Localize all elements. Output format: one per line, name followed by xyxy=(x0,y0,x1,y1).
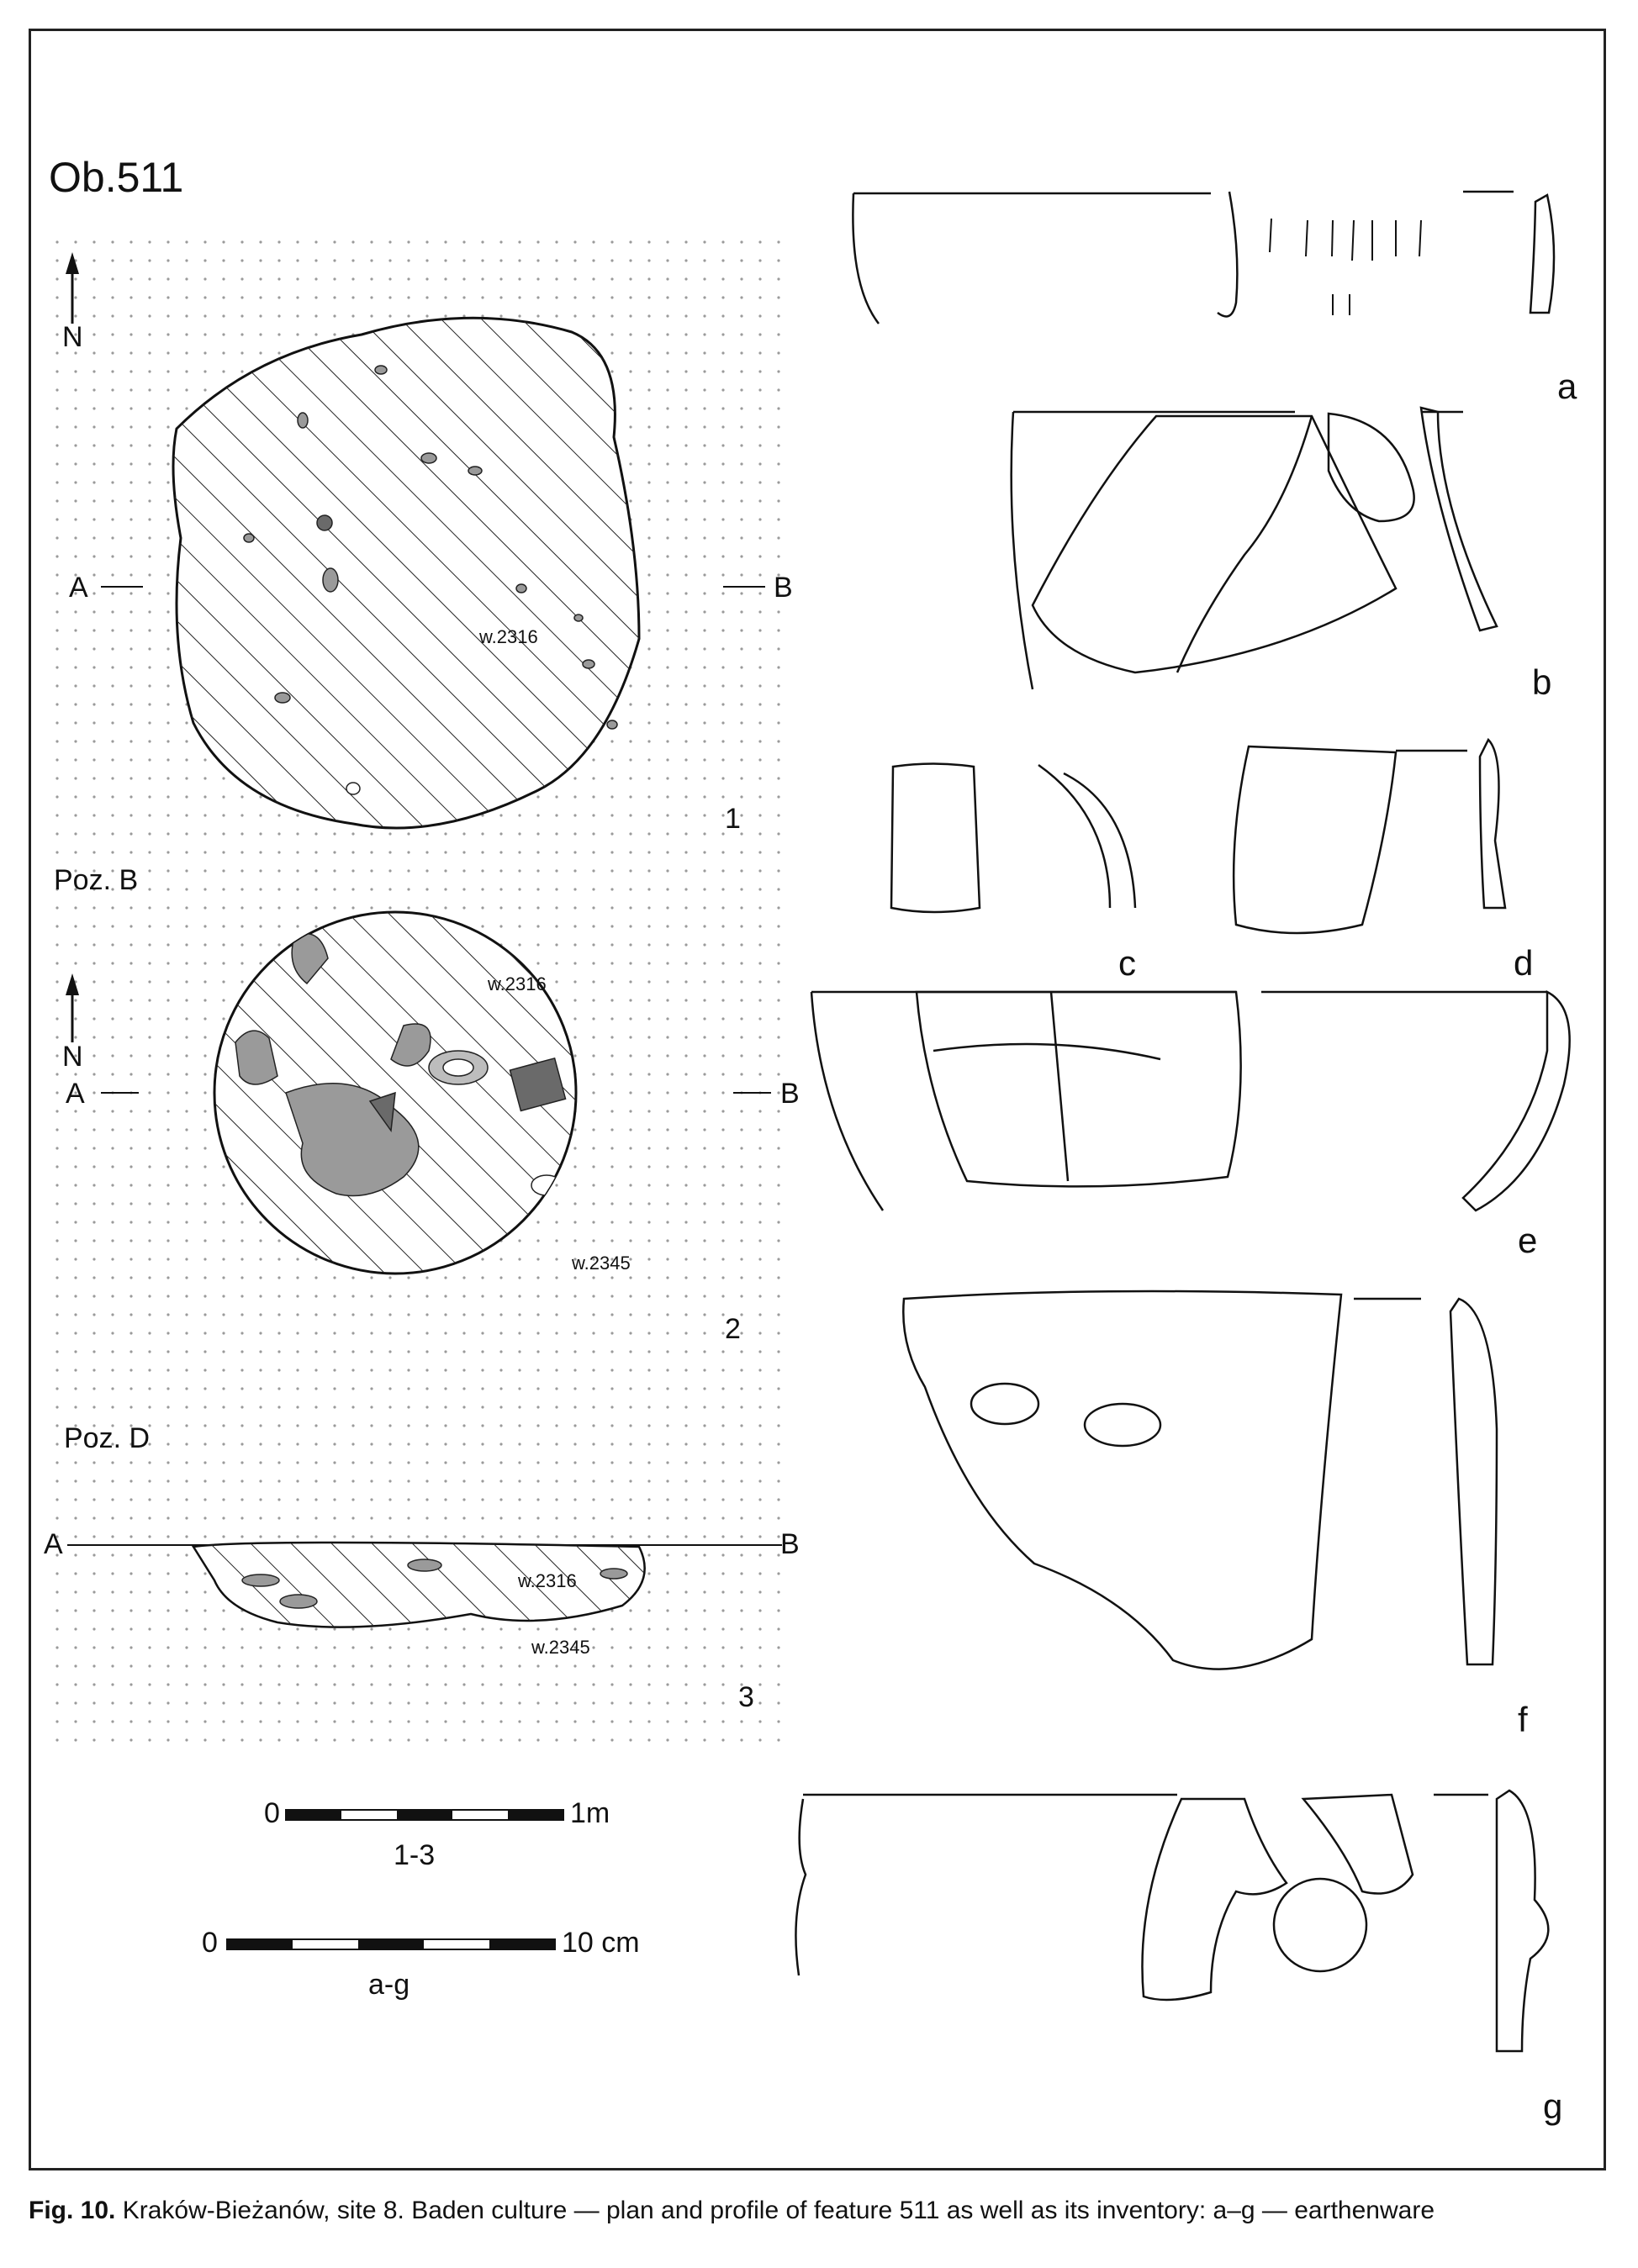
find-label-g: g xyxy=(1543,2086,1563,2126)
plan2-layer-2: w.2345 xyxy=(572,1253,631,1274)
plan2-label-b: B xyxy=(780,1078,800,1110)
sherd-d xyxy=(1234,740,1505,933)
svg-text:1m: 1m xyxy=(570,1797,610,1829)
plan1-label-a: A xyxy=(69,572,88,604)
caption-label: Fig. 10. xyxy=(29,2197,116,2224)
feature-title: Ob.511 xyxy=(49,154,184,201)
section-d-label: Poz. D xyxy=(64,1422,151,1454)
find-label-e: e xyxy=(1518,1221,1538,1260)
sherd-e xyxy=(811,992,1570,1210)
find-label-b: b xyxy=(1532,662,1552,702)
find-label-f: f xyxy=(1518,1700,1528,1739)
plan2-label-a: A xyxy=(66,1078,85,1110)
sherd-g xyxy=(795,1791,1548,2051)
scale-bar-1m xyxy=(264,1797,610,1871)
svg-text:N: N xyxy=(62,321,83,353)
sherd-c xyxy=(891,764,1135,913)
plan2-number: 2 xyxy=(725,1313,741,1345)
section-b-label: Poz. B xyxy=(54,864,139,896)
find-label-c: c xyxy=(1118,943,1136,983)
profile3-label-b: B xyxy=(780,1528,800,1560)
find-label-a: a xyxy=(1557,367,1577,406)
profile3-layer-1: w.2316 xyxy=(518,1570,577,1591)
svg-text:a-g: a-g xyxy=(368,1969,410,2001)
plan1-layer: w.2316 xyxy=(479,626,538,647)
caption-text: Kraków-Bieżanów, site 8. Baden culture — plan and profile of feature 511 as well as its inventory: a–g — earthenware xyxy=(122,2197,1435,2224)
svg-text:10 cm: 10 cm xyxy=(562,1927,640,1959)
plan2-layer-1: w.2316 xyxy=(488,973,547,994)
plan1-label-b: B xyxy=(774,572,793,604)
scale-bar-10cm xyxy=(202,1927,640,2001)
profile3-label-a: A xyxy=(44,1528,63,1560)
figure-caption xyxy=(29,2196,1606,2226)
plan1-number: 1 xyxy=(725,803,741,835)
svg-text:1-3: 1-3 xyxy=(394,1839,436,1871)
svg-text:0: 0 xyxy=(264,1797,280,1829)
find-label-d: d xyxy=(1514,943,1534,983)
sherd-a xyxy=(853,192,1554,324)
finds-drawings xyxy=(795,192,1569,2051)
profile3-number: 3 xyxy=(738,1681,754,1713)
svg-text:N: N xyxy=(62,1041,83,1073)
svg-text:0: 0 xyxy=(202,1927,218,1959)
sherd-b xyxy=(1012,408,1497,689)
sherd-f xyxy=(903,1291,1497,1669)
profile3-layer-2: w.2345 xyxy=(531,1637,590,1658)
